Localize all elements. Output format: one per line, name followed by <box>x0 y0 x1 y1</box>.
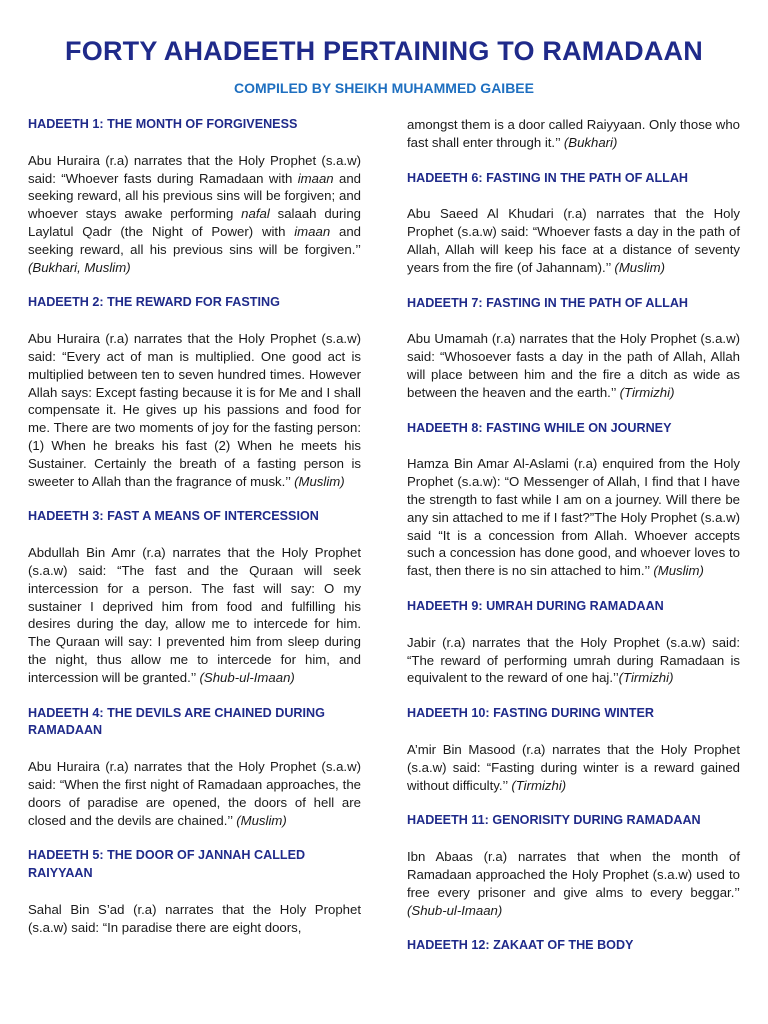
text-segment: and seeking reward, all his previous sins will be forgiven; and whoever stays awake performing <box>28 170 361 222</box>
hadeeth-heading: HADEETH 9: UMRAH DURING RAMADAAN <box>407 598 664 613</box>
hadeeth-heading: HADEETH 7: FASTING IN THE PATH OF ALLAH <box>407 295 689 310</box>
document-title: FORTY AHADEETH PERTAINING TO RAMADAAN <box>65 36 703 66</box>
hadeeth-text <box>407 116 740 152</box>
hadeeth-heading: HADEETH 11: GENORISITY DURING RAMADAAN <box>407 813 701 828</box>
hadeeth-text <box>407 741 740 794</box>
left-column <box>28 116 361 954</box>
text-segment: Abu Huraira (r.a) narrates that the Holy Prophet (s.a.w) said: “Every act of man is multiplied. One good act is multiplied between ten to seven hundred times. However Allah says: Except fasting because it is for Me and I shall compensate it. He gives up his passions and food for me. There are two moments of joy for the fasting person: (1) When he breaks his fast (2) When he meets his Sustainer. Certainly the breath of a fasting person is sweeter to Allah than the fragrance of musk.’’ <box>28 331 361 489</box>
hadeeth-heading: HADEETH 5: THE DOOR OF JANNAH CALLED RAIYYAAN <box>28 848 306 881</box>
text-segment: A’mir Bin Masood (r.a) narrates that the Holy Prophet (s.a.w) said: “Fasting during winter is a reward gained without difficulty.’’ <box>407 741 740 793</box>
hadeeth-text <box>28 330 361 490</box>
hadeeth-text <box>407 455 740 580</box>
hadeeth-heading: HADEETH 4: THE DEVILS ARE CHAINED DURING RAMADAAN <box>28 705 325 738</box>
text-segment: Jabir (r.a) narrates that the Holy Prophet (s.a.w) said: “The reward of performing umrah during Ramadaan is equivalent to the reward of one haj.’’ <box>407 634 740 686</box>
hadeeth-heading: HADEETH 2: THE REWARD FOR FASTING <box>28 295 280 310</box>
hadeeth-text <box>407 848 740 919</box>
hadeeth-heading: HADEETH 10: FASTING DURING WINTER <box>407 706 654 721</box>
italic-text: (Muslim) <box>614 259 665 275</box>
hadeeth-heading: HADEETH 8: FASTING WHILE ON JOURNEY <box>407 420 672 435</box>
text-segment: Abdullah Bin Amr (r.a) narrates that the Holy Prophet (s.a.w) said: “The fast and the Quraan will seek intercession for a person. The fast will say: O my sustainer I deprived him from food and fulfilling his desires during the day, allow me to intercede for him. The Quraan will say: I prevented him from sleep during the night, thus allow me to intercede for him, and intercession will be granted.’’ <box>28 545 361 685</box>
hadeeth-text <box>28 758 361 829</box>
italic-text: nafal <box>241 206 270 222</box>
hadeeth-text <box>28 901 361 937</box>
text-segment: and seeking reward, all his previous sins will be forgiven.’’ <box>28 223 361 257</box>
italic-text: (Tirmizhi) <box>511 777 567 793</box>
hadeeth-text <box>407 205 740 276</box>
text-segment: Abu Huraira (r.a) narrates that the Holy Prophet (s.a.w) said: “When the first night of Ramadaan approaches, the doors of paradise are opened, the doors of hell are closed and the devils are chained.’’ <box>28 759 361 828</box>
text-segment: Abu Umamah (r.a) narrates that the Holy Prophet (s.a.w) said: “Whosoever fasts a day in the path of Allah, Allah will place between him and the fire a ditch as wide as between the heaven and the earth.’’ <box>407 331 740 400</box>
text-segment: salaah during Laylatul Qadr (the Night of Power) with <box>28 206 361 239</box>
hadeeth-text <box>28 544 361 686</box>
hadeeth-heading: HADEETH 12: ZAKAAT OF THE BODY <box>407 938 634 953</box>
text-segment: Abu Huraira (r.a) narrates that the Holy Prophet (s.a.w) said: “Whoever fasts during Ramadaan with <box>28 152 361 186</box>
italic-text: (Bukhari) <box>563 134 618 150</box>
italic-text: (Muslim) <box>236 812 287 828</box>
text-segment: Abu Saeed Al Khudari (r.a) narrates that the Holy Prophet (s.a.w) said: “Whoever fasts a day in the path of Allah, Allah will keep his face at a distance of seventy years from the fire (of Jahannam).’’ <box>407 206 740 275</box>
document-subtitle: COMPILED BY SHEIKH MUHAMMED GAIBEE <box>234 80 534 96</box>
hadeeth-text <box>28 152 361 277</box>
text-segment: Hamza Bin Amar Al-Aslami (r.a) enquired from the Holy Prophet (s.a.w): “O Messenger of Allah, I find that I have the strength to fast while I am on a journey. Will there be any sin attached to me if I fast?”The Holy Prophet (s.a.w) said “It is a concession from Allah. Whoever accepts such a concession has done good, and whoever loves to fast, then there is no sin attached to him.’’ <box>407 456 740 579</box>
text-segment: Sahal Bin S’ad (r.a) narrates that the Holy Prophet (s.a.w) said: “In paradise there are eight doors, <box>28 901 361 935</box>
hadeeth-text <box>407 634 740 687</box>
italic-text: (Muslim) <box>653 563 704 579</box>
hadeeth-text <box>407 330 740 401</box>
text-segment: amongst them is a door called Raiyyaan. Only those who fast shall enter through it.’’ <box>407 117 740 150</box>
hadeeth-heading: HADEETH 1: THE MONTH OF FORGIVENESS <box>28 117 298 131</box>
italic-text: (Tirmizhi) <box>618 670 674 686</box>
italic-text: (Shub-ul-Imaan) <box>199 669 295 685</box>
hadeeth-heading: HADEETH 6: FASTING IN THE PATH OF ALLAH <box>407 170 689 185</box>
italic-text: (Tirmizhi) <box>619 384 675 400</box>
italic-text: (Muslim) <box>294 473 345 489</box>
italic-text: imaan <box>294 223 331 239</box>
right-column <box>407 116 740 973</box>
text-segment: Ibn Abaas (r.a) narrates that when the month of Ramadaan approached the Holy Prophet (s.a.w) used to free every prisoner and give alms to every beggar.’’ <box>407 849 740 900</box>
italic-text: (Bukhari, Muslim) <box>28 259 131 275</box>
italic-text: imaan <box>297 170 334 186</box>
italic-text: (Shub-ul-Imaan) <box>407 902 503 918</box>
hadeeth-heading: HADEETH 3: FAST A MEANS OF INTERCESSION <box>28 509 319 524</box>
